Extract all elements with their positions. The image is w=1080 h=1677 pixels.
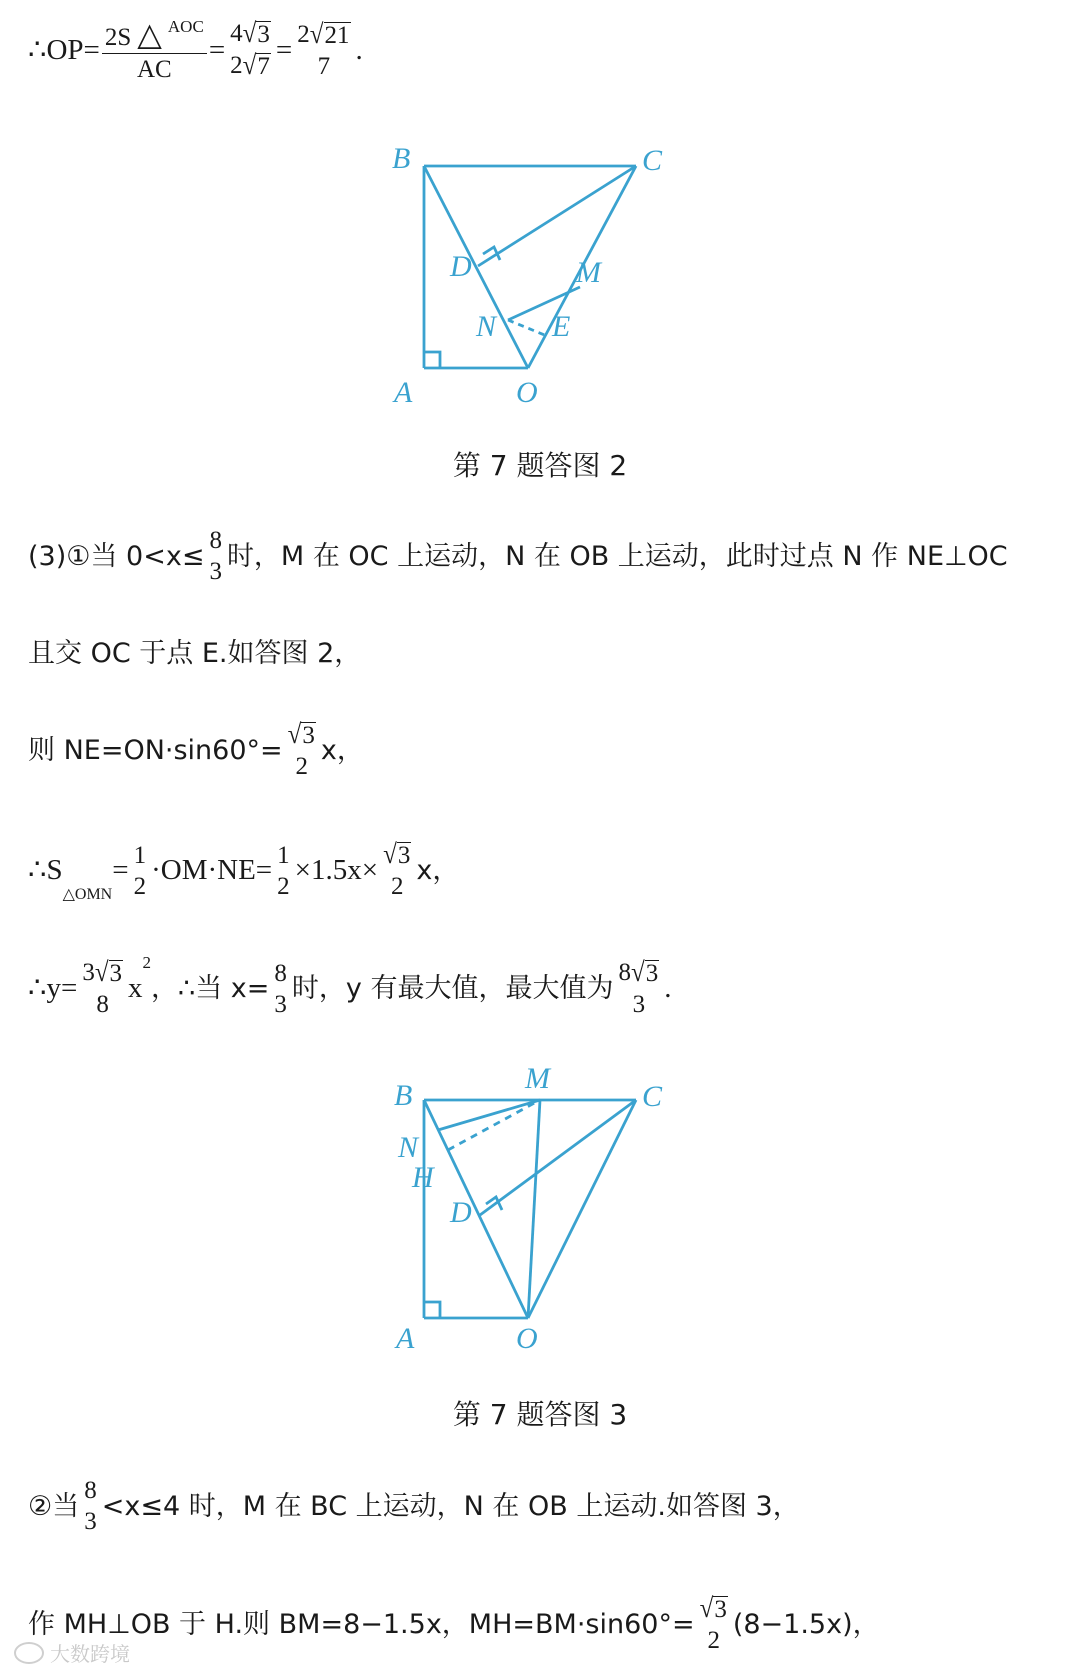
segment-nm bbox=[438, 1100, 540, 1130]
case-1-condition bbox=[28, 528, 1008, 584]
den: 2 bbox=[295, 753, 309, 780]
eq: = bbox=[208, 33, 226, 66]
den: 7 bbox=[317, 52, 331, 80]
watermark-logo-icon bbox=[14, 1642, 44, 1664]
label-n: N bbox=[476, 310, 497, 343]
text: x， bbox=[320, 735, 364, 766]
den: 2 bbox=[390, 873, 404, 900]
label-a: A bbox=[394, 376, 413, 409]
fraction bbox=[206, 528, 225, 584]
den: 2 bbox=[707, 1627, 720, 1654]
rad: 3 bbox=[109, 960, 123, 987]
rad: 3 bbox=[645, 960, 659, 987]
fraction bbox=[102, 18, 207, 82]
fraction: 8 √ 3 3 bbox=[618, 957, 659, 1018]
fraction bbox=[271, 961, 290, 1017]
text: 则 NE=ON·sin60°= bbox=[28, 735, 283, 766]
case-1-continued bbox=[28, 640, 361, 667]
coef: 4 bbox=[230, 20, 243, 47]
fraction bbox=[274, 843, 293, 899]
coef: 2 bbox=[230, 52, 243, 79]
label-m: M bbox=[525, 1062, 550, 1095]
segment-cd bbox=[478, 166, 636, 266]
end: . bbox=[664, 972, 672, 1004]
rad: 21 bbox=[324, 21, 350, 49]
label-c: C bbox=[642, 144, 663, 177]
fraction: 2 √ 21 7 bbox=[297, 19, 350, 80]
text: x， bbox=[416, 855, 460, 886]
text: 且交 OC 于点 E.如答图 2， bbox=[28, 638, 362, 669]
rad: 7 bbox=[257, 53, 270, 80]
text: <x≤4 时，M 在 BC 上运动，N 在 OB 上运动.如答图 3， bbox=[101, 1490, 800, 1522]
figure-2 bbox=[380, 140, 680, 410]
watermark bbox=[14, 1638, 130, 1667]
sub: △OMN bbox=[62, 886, 113, 903]
formula-op bbox=[28, 18, 363, 82]
num: 8 bbox=[84, 1477, 97, 1504]
num: 2S bbox=[104, 24, 132, 51]
watermark-text: 大数跨境 bbox=[50, 1642, 130, 1666]
segment-hm bbox=[448, 1100, 540, 1150]
coef: 2 bbox=[297, 20, 310, 48]
coef: 8 bbox=[618, 959, 631, 986]
segment-cd bbox=[480, 1100, 636, 1215]
right-angle-a bbox=[424, 352, 440, 368]
label-o: O bbox=[516, 376, 538, 409]
figure-3-caption: 第 7 题答图 3 bbox=[452, 1398, 628, 1431]
den: 3 bbox=[632, 991, 646, 1018]
text: ，∴当 x= bbox=[151, 973, 270, 1004]
eq: = bbox=[112, 854, 129, 886]
label-c: C bbox=[642, 1080, 663, 1113]
fraction bbox=[81, 1478, 100, 1534]
rad: 3 bbox=[714, 1596, 727, 1623]
rad: 3 bbox=[302, 722, 315, 749]
formula-y bbox=[28, 953, 672, 1018]
triangle-symbol: △ bbox=[137, 16, 162, 52]
den: 8 bbox=[96, 991, 109, 1018]
text: x bbox=[128, 972, 143, 1004]
den: AC bbox=[136, 56, 172, 83]
fraction: √ 3 2 bbox=[383, 839, 411, 900]
fraction: 4 √ 3 2 √ 7 bbox=[230, 18, 270, 81]
label-d: D bbox=[450, 250, 472, 283]
text: (3)①当 0<x≤ bbox=[28, 540, 205, 572]
text: ②当 bbox=[28, 1490, 80, 1522]
text: 时，y 有最大值，最大值为 bbox=[291, 973, 614, 1004]
segment-ne bbox=[508, 320, 547, 336]
text: ∴S bbox=[28, 854, 63, 886]
eq: = bbox=[275, 33, 293, 66]
label-e: E bbox=[552, 310, 571, 343]
segment-mo bbox=[528, 1100, 540, 1318]
label-o: O bbox=[516, 1322, 538, 1350]
den: 3 bbox=[209, 558, 222, 585]
fraction bbox=[131, 843, 150, 899]
text: 时，M 在 OC 上运动，N 在 OB 上运动，此时过点 N 作 NE⊥OC bbox=[226, 540, 1008, 572]
fraction: √ 3 2 bbox=[287, 719, 315, 780]
formula-area bbox=[28, 839, 460, 903]
num: 1 bbox=[277, 841, 290, 869]
label-a: A bbox=[396, 1322, 415, 1350]
label-b: B bbox=[394, 1079, 413, 1112]
case-2-condition bbox=[28, 1478, 800, 1534]
den: 3 bbox=[274, 990, 287, 1018]
den: 3 bbox=[84, 1508, 97, 1535]
rad: 3 bbox=[257, 21, 270, 48]
label-d: D bbox=[450, 1196, 472, 1229]
figure-2-caption: 第 7 题答图 2 bbox=[452, 449, 628, 482]
formula-ne bbox=[28, 719, 364, 780]
text: 作 MH⊥OB 于 H.则 BM=8−1.5x，MH=BM·sin60°= bbox=[28, 1609, 695, 1640]
num: 8 bbox=[209, 527, 222, 554]
right-angle-a bbox=[424, 1302, 440, 1318]
num: 1 bbox=[133, 841, 147, 869]
edge-co bbox=[528, 1100, 636, 1318]
fraction: 3 √ 3 8 bbox=[82, 957, 123, 1018]
text: ∴y= bbox=[28, 972, 78, 1004]
text: ·OM·NE= bbox=[151, 854, 273, 886]
fraction: √ 3 2 bbox=[699, 1593, 727, 1654]
den: 2 bbox=[133, 872, 147, 900]
text: (8−1.5x)， bbox=[732, 1609, 880, 1640]
den: 2 bbox=[277, 872, 290, 900]
sup: 2 bbox=[142, 953, 152, 972]
text: ∴OP= bbox=[28, 33, 100, 66]
text: ×1.5x× bbox=[294, 854, 379, 886]
coef: 3 bbox=[82, 959, 95, 986]
label-m: M bbox=[576, 256, 601, 289]
figure-3 bbox=[380, 1060, 680, 1350]
edge-bo bbox=[424, 1100, 528, 1318]
rad: 3 bbox=[397, 842, 411, 869]
end: . bbox=[355, 33, 363, 66]
label-b: B bbox=[392, 142, 411, 175]
num: 8 bbox=[274, 959, 287, 987]
label-n: N bbox=[398, 1131, 419, 1164]
sub: AOC bbox=[167, 17, 204, 36]
label-h: H bbox=[412, 1161, 434, 1194]
